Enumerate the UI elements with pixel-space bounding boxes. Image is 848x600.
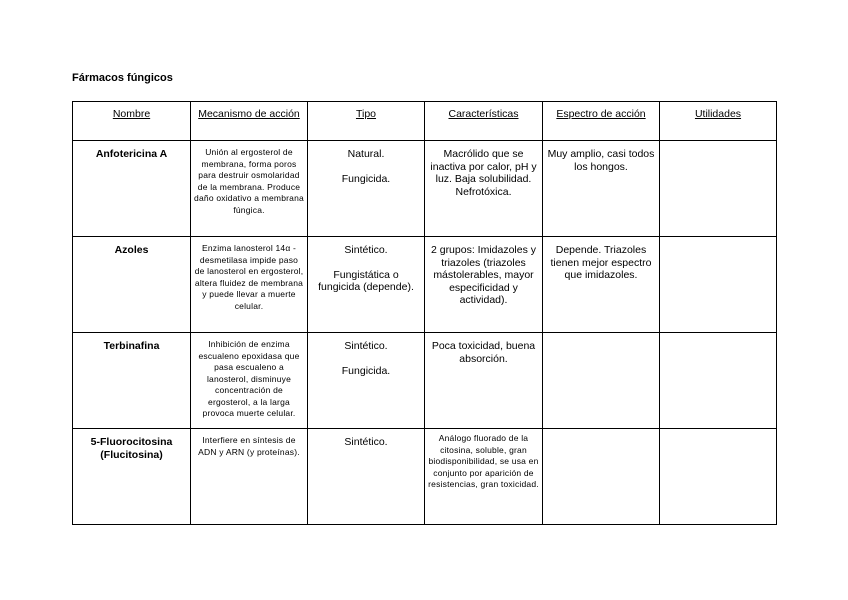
tipo-detalle: Fungicida. bbox=[341, 172, 391, 185]
page-title: Fármacos fúngicos bbox=[72, 72, 173, 84]
cell-espectro: Depende. Triazoles tienen mejor espectro que imidazoles. bbox=[543, 237, 660, 333]
cell-utilidades bbox=[660, 333, 777, 429]
cell-mecanismo: Interfiere en síntesis de ADN y ARN (y proteínas). bbox=[191, 429, 308, 525]
tipo-origen: Sintético. bbox=[344, 436, 388, 448]
cell-mecanismo: Unión al ergosterol de membrana, forma poros para destruir osmolaridad de la membrana. Produce daño oxidativo a membrana fúngica. bbox=[191, 141, 308, 237]
table-row bbox=[73, 237, 777, 333]
cell-utilidades bbox=[660, 429, 777, 525]
cell-espectro bbox=[543, 333, 660, 429]
cell-espectro bbox=[543, 429, 660, 525]
cell-nombre: Terbinafina bbox=[73, 333, 191, 429]
table-row bbox=[73, 333, 777, 429]
cell-utilidades bbox=[660, 237, 777, 333]
cell-caracteristicas: Macrólido que se inactiva por calor, pH y luz. Baja solubilidad. Nefrotóxica. bbox=[425, 141, 543, 237]
header-utilidades: Utilidades bbox=[660, 102, 777, 141]
cell-mecanismo: Inhibición de enzima escualeno epoxidasa que pasa escualeno a lanosterol, disminuye concentración de ergosterol, a la larga provoca muerte celular. bbox=[191, 333, 308, 429]
cell-caracteristicas: 2 grupos: Imidazoles y triazoles (triazoles mástolerables, mayor especificidad y actividad). bbox=[425, 237, 543, 333]
cell-tipo bbox=[308, 141, 425, 237]
table-row bbox=[73, 141, 777, 237]
drug-table bbox=[72, 101, 777, 525]
header-tipo: Tipo bbox=[308, 102, 425, 141]
cell-caracteristicas: Análogo fluorado de la citosina, soluble, gran biodisponibilidad, se usa en conjunto por aparición de resistencias, gran toxicidad. bbox=[425, 429, 543, 525]
cell-caracteristicas: Poca toxicidad, buena absorción. bbox=[425, 333, 543, 429]
cell-tipo bbox=[308, 237, 425, 333]
tipo-detalle: Fungistática o fungicida (depende). bbox=[318, 268, 414, 293]
table-row bbox=[73, 429, 777, 525]
cell-nombre: 5-Fluorocitosina (Flucitosina) bbox=[73, 429, 191, 525]
cell-tipo bbox=[308, 333, 425, 429]
tipo-origen: Sintético. bbox=[344, 340, 388, 352]
header-espectro: Espectro de acción bbox=[543, 102, 660, 141]
cell-espectro: Muy amplio, casi todos los hongos. bbox=[543, 141, 660, 237]
header-row bbox=[73, 102, 777, 141]
tipo-origen: Sintético. bbox=[344, 244, 388, 256]
cell-nombre: Azoles bbox=[73, 237, 191, 333]
cell-nombre: Anfotericina A bbox=[73, 141, 191, 237]
tipo-detalle: Fungicida. bbox=[341, 364, 391, 377]
cell-utilidades bbox=[660, 141, 777, 237]
header-mecanismo: Mecanismo de acción bbox=[191, 102, 308, 141]
cell-mecanismo: Enzima lanosterol 14α -desmetilasa impide paso de lanosterol en ergosterol, altera fluidez de membrana y puede llevar a muerte celular. bbox=[191, 237, 308, 333]
cell-tipo bbox=[308, 429, 425, 525]
header-caracteristicas: Características bbox=[425, 102, 543, 141]
tipo-origen: Natural. bbox=[347, 148, 385, 160]
header-nombre: Nombre bbox=[73, 102, 191, 141]
